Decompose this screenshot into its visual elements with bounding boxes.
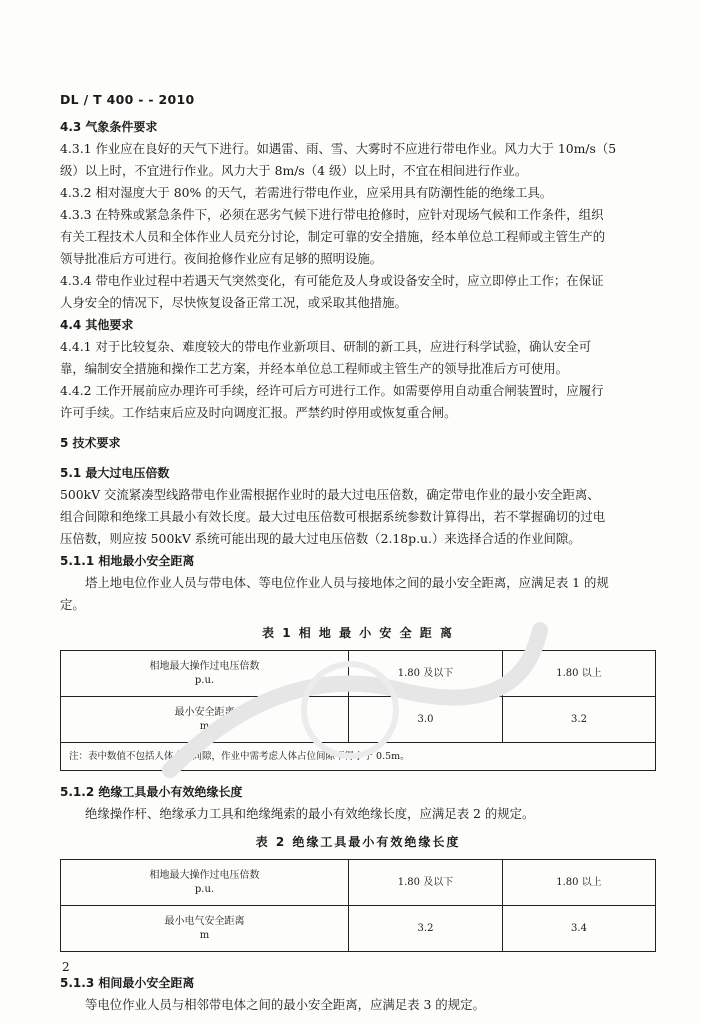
table-cell: 3.0	[349, 697, 503, 743]
section-heading: 5 技术要求	[60, 436, 121, 450]
text-line: 定。	[60, 597, 85, 612]
text-line: 人身安全的情况下，尽快恢复设备正常工况，或采取其他措施。	[60, 295, 407, 310]
page-number: 2	[62, 960, 70, 974]
table-cell: 相地最大操作过电压倍数 p.u.	[61, 860, 349, 906]
section-heading: 4.3 气象条件要求	[60, 120, 158, 134]
table2	[60, 859, 656, 952]
text-line: 压倍数，则应按 500kV 系统可能出现的最大过电压倍数（2.18p.u.）来选择合适的作业间隙。	[60, 531, 581, 546]
table-cell: 相地最大操作过电压倍数 p.u.	[61, 651, 349, 697]
section-heading: 5.1.1 相地最小安全距离	[60, 554, 195, 568]
table1-note: 注：表中数值不包括人体占位间隙，作业中需考虑人体占位间隙不得小于 0.5m。	[61, 743, 656, 771]
table-cell: 最小电气安全距离 m	[61, 906, 349, 952]
table-cell: 3.4	[503, 906, 656, 952]
page-body	[60, 116, 656, 1016]
text-line: 许可手续。工作结束后应及时向调度汇报。严禁约时停用或恢复重合闸。	[60, 405, 457, 420]
table-cell: 1.80 及以下	[349, 860, 503, 906]
section-heading: 5.1.3 相间最小安全距离	[60, 976, 195, 990]
table-cell: 3.2	[503, 697, 656, 743]
text-line: 有关工程技术人员和全体作业人员充分讨论，制定可靠的安全措施，经本单位总工程师或主管生产的	[60, 229, 606, 244]
text-line: 500kV 交流紧凑型线路带电作业需根据作业时的最大过电压倍数，确定带电作业的最小安全距离、	[60, 487, 600, 502]
table-cell: 1.80 以上	[503, 651, 656, 697]
text-line: 组合间隙和绝缘工具最小有效长度。最大过电压倍数可根据系统参数计算得出，若不掌握确切的过电	[60, 509, 606, 524]
table1-caption: 表 1 相 地 最 小 安 全 距 离	[262, 626, 454, 640]
paragraph: 绝缘操作杆、绝缘承力工具和绝缘绳索的最小有效绝缘长度，应满足表 2 的规定。	[85, 806, 535, 821]
text-line: 4.4.2 工作开展前应办理许可手续，经许可后方可进行工作。如需要停用自动重合闸装置时，应履行	[60, 383, 604, 398]
document-code-header: DL / T 400 - - 2010	[60, 92, 195, 107]
table-row	[61, 860, 656, 906]
text-line: 4.3.4 带电作业过程中若遇天气突然变化，有可能危及人身或设备安全时，应立即停止工作；在保证	[60, 273, 604, 288]
table-cell: 3.2	[349, 906, 503, 952]
table1	[60, 650, 656, 771]
table-cell: 1.80 及以下	[349, 651, 503, 697]
table-cell: 最小安全距离 m	[61, 697, 349, 743]
table-row	[61, 906, 656, 952]
text-line: 4.3.3 在特殊或紧急条件下，必须在恶劣气候下进行带电抢修时，应针对现场气候和工作条件，组织	[60, 207, 604, 222]
text-line: 领导批准后方可进行。夜间抢修作业应有足够的照明设施。	[60, 251, 383, 266]
section-heading: 4.4 其他要求	[60, 318, 134, 332]
section-heading: 5.1.2 绝缘工具最小有效绝缘长度	[60, 785, 243, 799]
paragraph: 等电位作业人员与相邻带电体之间的最小安全距离，应满足表 3 的规定。	[85, 997, 485, 1012]
table-row	[61, 651, 656, 697]
table-cell: 1.80 以上	[503, 860, 656, 906]
text-line: 级）以上时，不宜进行作业。风力大于 8m/s（4 级）以上时，不宜在相间进行作业。	[60, 163, 528, 178]
table-row	[61, 697, 656, 743]
text-line: 4.3.1 作业应在良好的天气下进行。如遇雷、雨、雪、大雾时不应进行带电作业。风力大于 10m/s（5	[60, 141, 617, 156]
body-text-block	[60, 116, 656, 616]
table-row	[61, 743, 656, 771]
text-line: 4.4.1 对于比较复杂、难度较大的带电作业新项目、研制的新工具，应进行科学试验，确认安全可	[60, 339, 592, 354]
text-line: 塔上地电位作业人员与带电体、等电位作业人员与接地体之间的最小安全距离，应满足表 1 的规	[85, 575, 609, 590]
table2-caption: 表 2 绝缘工具最小有效绝缘长度	[255, 835, 461, 849]
section-heading: 5.1 最大过电压倍数	[60, 466, 170, 480]
text-line: 4.3.2 相对湿度大于 80% 的天气，若需进行带电作业，应采用具有防潮性能的绝缘工具。	[60, 185, 553, 200]
text-line: 靠，编制安全措施和操作工艺方案，并经本单位总工程师或主管生产的领导批准后方可使用。	[60, 361, 569, 376]
